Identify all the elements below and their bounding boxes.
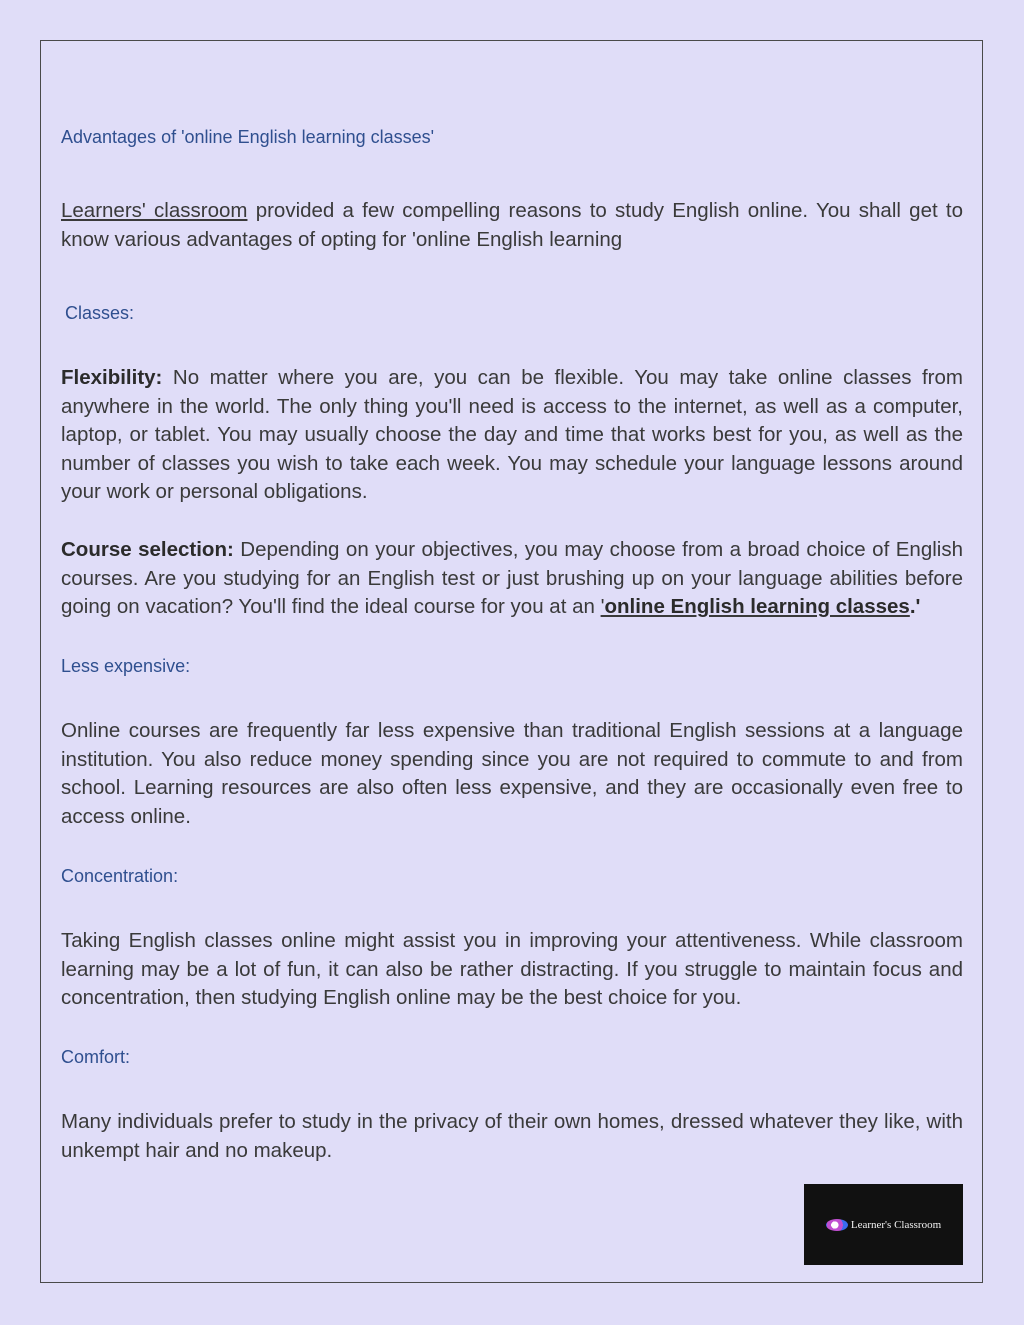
page-title: Advantages of 'online English learning classes' bbox=[61, 127, 435, 147]
intro-text: provided a few compelling reasons to study English online. You shall get to know various advantages of opting for 'online English learning bbox=[61, 199, 963, 251]
comfort-heading: Comfort: bbox=[61, 1047, 131, 1067]
logo-text: Learner's Classroom bbox=[850, 1218, 942, 1231]
learners-classroom-logo bbox=[804, 1184, 963, 1265]
less-expensive-paragraph: Online courses are frequently far less expensive than traditional English sessions at a language institution. You also reduce money spending since you are not required to commute to and from school. Learning resources are also often less expensive, and they are occasionally even free to access online. bbox=[61, 719, 963, 828]
flexibility-label: Flexibility: bbox=[61, 366, 163, 389]
intro-paragraph bbox=[61, 197, 963, 254]
document-page bbox=[40, 40, 983, 1283]
course-selection-label: Course selection: bbox=[61, 538, 234, 561]
flexibility-paragraph bbox=[61, 364, 963, 507]
learners-classroom-link[interactable]: Learners' classroom bbox=[61, 199, 248, 222]
flexibility-text: No matter where you are, you can be flexible. You may take online classes from anywhere in the world. The only thing you'll need is access to the internet, as well as a computer, laptop, or tablet. You may usually choose the day and time that works best for you, as well as the number of classes you wish to take each week. You may schedule your language lessons around your work or personal obligations. bbox=[61, 366, 963, 504]
less-expensive-heading: Less expensive: bbox=[61, 656, 191, 676]
classes-heading: Classes: bbox=[65, 303, 135, 323]
course-selection-text: Depending on your objectives, you may choose from a broad choice of English courses. Are you studying for an English test or just brushing up on your language abilities before going on vacation? You'll find the ideal course for you at an bbox=[61, 538, 963, 619]
concentration-heading: Concentration: bbox=[61, 866, 179, 886]
course-link-suffix: .' bbox=[909, 595, 921, 619]
logo-swirl-icon bbox=[826, 1219, 848, 1231]
comfort-paragraph: Many individuals prefer to study in the privacy of their own homes, dressed whatever they like, with unkempt hair and no makeup. bbox=[61, 1110, 963, 1162]
concentration-paragraph: Taking English classes online might assist you in improving your attentiveness. While classroom learning may be a lot of fun, it can also be rather distracting. If you struggle to maintain focus and concentration, then studying English online may be the best choice for you. bbox=[61, 929, 963, 1010]
online-english-classes-link[interactable]: 'online English learning classes bbox=[600, 595, 910, 619]
course-selection-paragraph bbox=[61, 536, 963, 622]
